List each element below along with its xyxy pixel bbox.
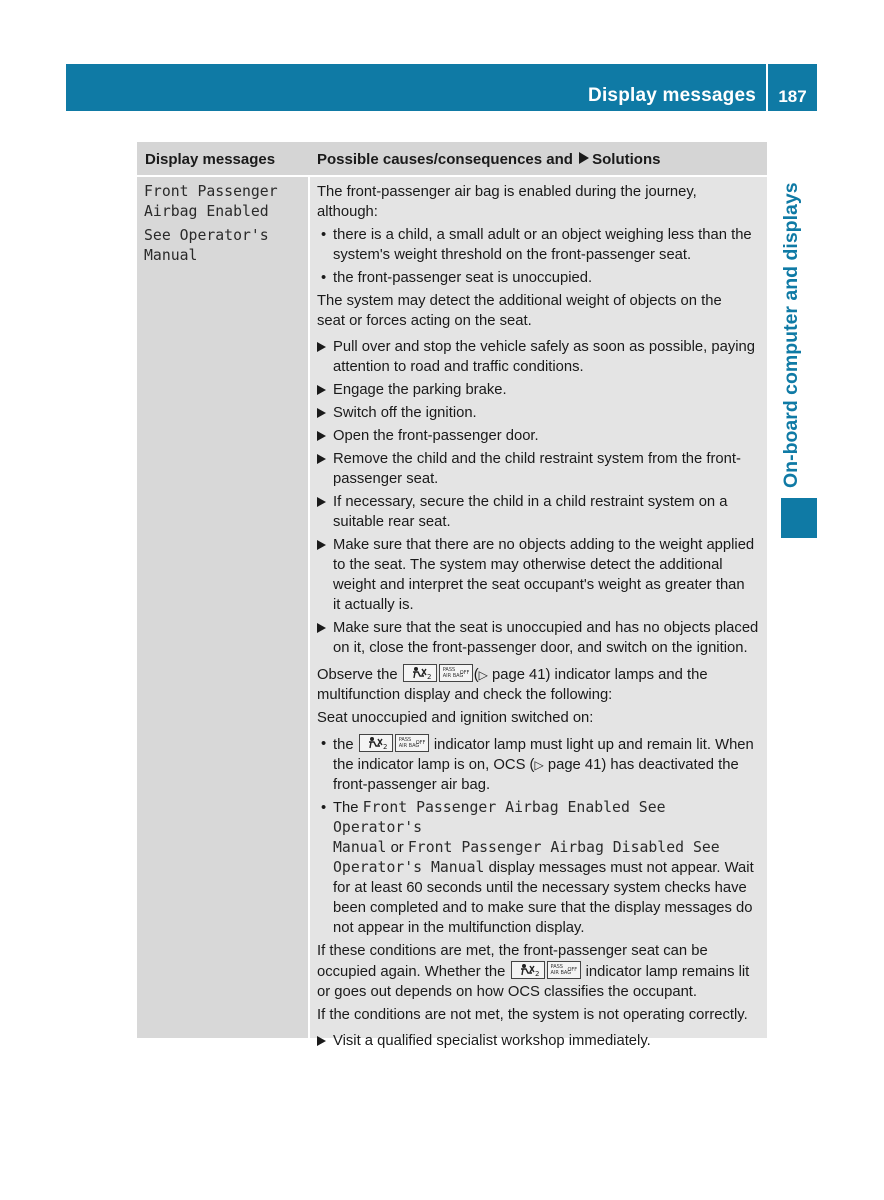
- column-header-messages: Display messages: [145, 151, 276, 168]
- arrow-icon: [317, 342, 326, 352]
- header-bar: [66, 64, 766, 111]
- solution-step: Open the front-passenger door.: [317, 426, 763, 446]
- arrow-icon: [317, 623, 326, 633]
- arrow-icon: [317, 497, 326, 507]
- seat-occupant-lamp-icon: [511, 961, 545, 979]
- page-ref-icon: ▷: [478, 668, 488, 682]
- table-header-row: [137, 142, 767, 175]
- solution-step: Make sure that the seat is unoccupied and has no objects placed on it, close the front-passenger door, and switch on the ignition.: [317, 618, 763, 658]
- conditions-met-text: If these conditions are met, the front-passenger seat can be occupied again. Whether the 2 PASS AIR BAG OFF indicator lamp remains lit or goes out depends on how OCS classifies the occupant.: [317, 943, 750, 1000]
- list-item: • the front-passenger seat is unoccupied.: [321, 270, 593, 286]
- message-line: See Operator's: [144, 227, 269, 244]
- conditions-not-met-text: If the conditions are not met, the system is not operating correctly.: [317, 1007, 748, 1023]
- arrow-icon: [317, 385, 326, 395]
- section-tab-label: On-board computer and displays: [780, 182, 802, 488]
- solution-step: Switch off the ignition.: [317, 403, 763, 423]
- svg-text:2: 2: [534, 970, 539, 977]
- pass-airbag-off-lamp-icon: PASS AIR BAG OFF: [547, 961, 581, 979]
- solution-step: Pull over and stop the vehicle safely as soon as possible, paying attention to road and traffic conditions.: [317, 337, 763, 377]
- arrow-icon: [317, 1036, 326, 1046]
- list-item: • the 2 PASS AIR BAG OFF indicator lamp must light up and remain lit. When the indicator lamp is on, OCS (▷ page 41) has deactivated the front-passenger air bag.: [321, 736, 754, 793]
- column-header-causes: Possible causes/consequences and Solutions: [317, 151, 661, 168]
- solution-step: Engage the parking brake.: [317, 380, 763, 400]
- detect-text: The system may detect the additional weight of objects on the seat or forces acting on the seat.: [317, 293, 722, 329]
- arrow-icon: [579, 152, 589, 164]
- arrow-icon: [317, 431, 326, 441]
- solution-step: Visit a qualified specialist workshop immediately.: [317, 1031, 763, 1051]
- arrow-icon: [317, 408, 326, 418]
- seat-unoccupied-text: Seat unoccupied and ignition switched on:: [317, 710, 594, 726]
- message-line: Airbag Enabled: [144, 203, 269, 220]
- observe-text: Observe the 2 PASS AIR BAG OFF (▷ page 41) indicator lamps and the multifunction display and check the following:: [317, 664, 763, 705]
- pass-airbag-off-lamp-icon: PASS AIR BAG OFF: [439, 664, 473, 682]
- list-item: • The Front Passenger Airbag Enabled See Operator's Manual or Front Passenger Airbag Disabled See Operator's Manual display messages must not appear. Wait for at least 60 seconds until the necessary system checks have been completed and to make sure that the display messages do not appear in the multifunction display.: [321, 799, 754, 936]
- page-number: 187: [778, 87, 807, 106]
- svg-text:2: 2: [382, 743, 388, 750]
- solution-step: If necessary, secure the child in a child restraint system on a suitable rear seat.: [317, 492, 763, 532]
- section-tab-marker: [781, 498, 817, 538]
- list-item: • there is a child, a small adult or an object weighing less than the system's weight threshold on the front-passenger seat.: [321, 227, 752, 263]
- message-line: Manual: [144, 247, 198, 264]
- seat-occupant-lamp-icon: [403, 664, 437, 682]
- page-ref-icon: ▷: [534, 758, 544, 772]
- arrow-icon: [317, 540, 326, 550]
- message-cell: [137, 177, 308, 1038]
- page-title: Display messages: [588, 85, 756, 106]
- message-line: Front Passenger: [144, 183, 278, 200]
- seat-occupant-lamp-icon: [359, 734, 393, 752]
- svg-text:2: 2: [426, 673, 432, 680]
- page-number-box: [768, 64, 817, 111]
- intro-text: The front-passenger air bag is enabled during the journey, although:: [317, 184, 697, 220]
- arrow-icon: [317, 454, 326, 464]
- solution-step: Remove the child and the child restraint system from the front- passenger seat.: [317, 449, 763, 489]
- causes-cell: [310, 177, 767, 1049]
- display-messages-table: [137, 142, 767, 1049]
- pass-airbag-off-lamp-icon: PASS AIR BAG OFF: [395, 734, 429, 752]
- solution-step: Make sure that there are no objects adding to the weight applied to the seat. The system may otherwise detect the additional weight and interpret the seat occupant's weight as greater than it actually is.: [317, 535, 763, 615]
